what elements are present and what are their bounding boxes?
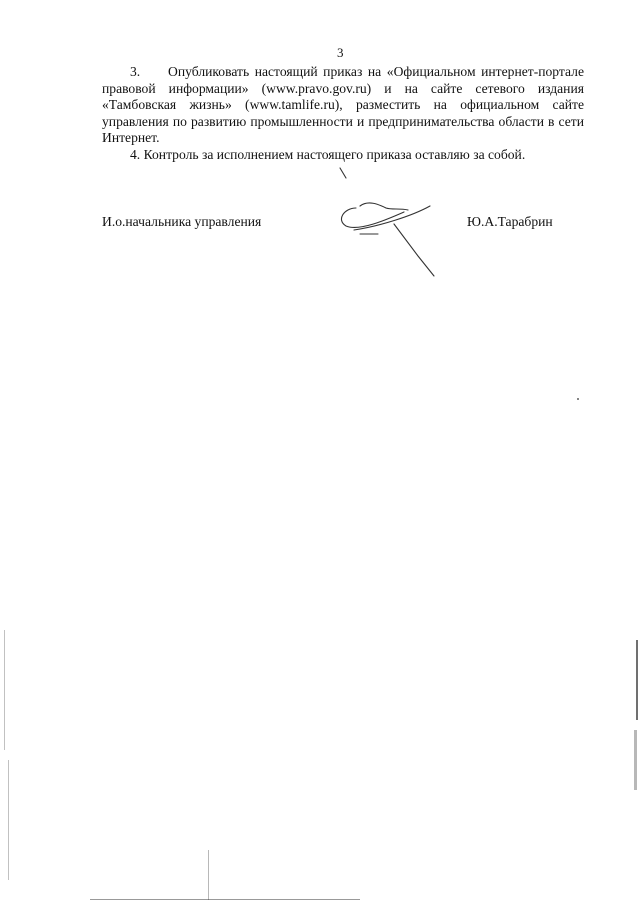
handwritten-signature — [320, 160, 460, 280]
scan-edge-bottom-mark — [208, 850, 209, 900]
paragraph-3-number: 3. — [130, 64, 141, 79]
signatory-name: Ю.А.Тарабрин — [467, 214, 553, 229]
scan-edge-left-lower — [8, 760, 9, 880]
scan-edge-left — [4, 630, 5, 750]
paragraph-4-number: 4. — [130, 146, 141, 162]
paragraph-3 — [102, 64, 584, 147]
document-body — [102, 64, 584, 163]
paragraph-4-text: Контроль за исполнением настоящего приказа оставляю за собой. — [143, 146, 526, 162]
scan-edge-bottom — [90, 899, 360, 900]
signatory-title: И.о.начальника управления — [102, 214, 262, 229]
scan-edge-right — [636, 640, 638, 720]
scan-dot — [577, 398, 579, 400]
page-number: 3 — [337, 45, 344, 60]
paragraph-3-text: Опубликовать настоящий приказ на «Официальном интернет-портале правовой информации» (www.pravo.gov.ru) и на сайте сетевого издания «Тамбовская жизнь» (www.tamlife.ru), разместить на официальном сайте управления по развитию промышленности и предпринимательства области в сети Интернет. — [102, 64, 584, 145]
scan-edge-right-lower — [634, 730, 637, 790]
